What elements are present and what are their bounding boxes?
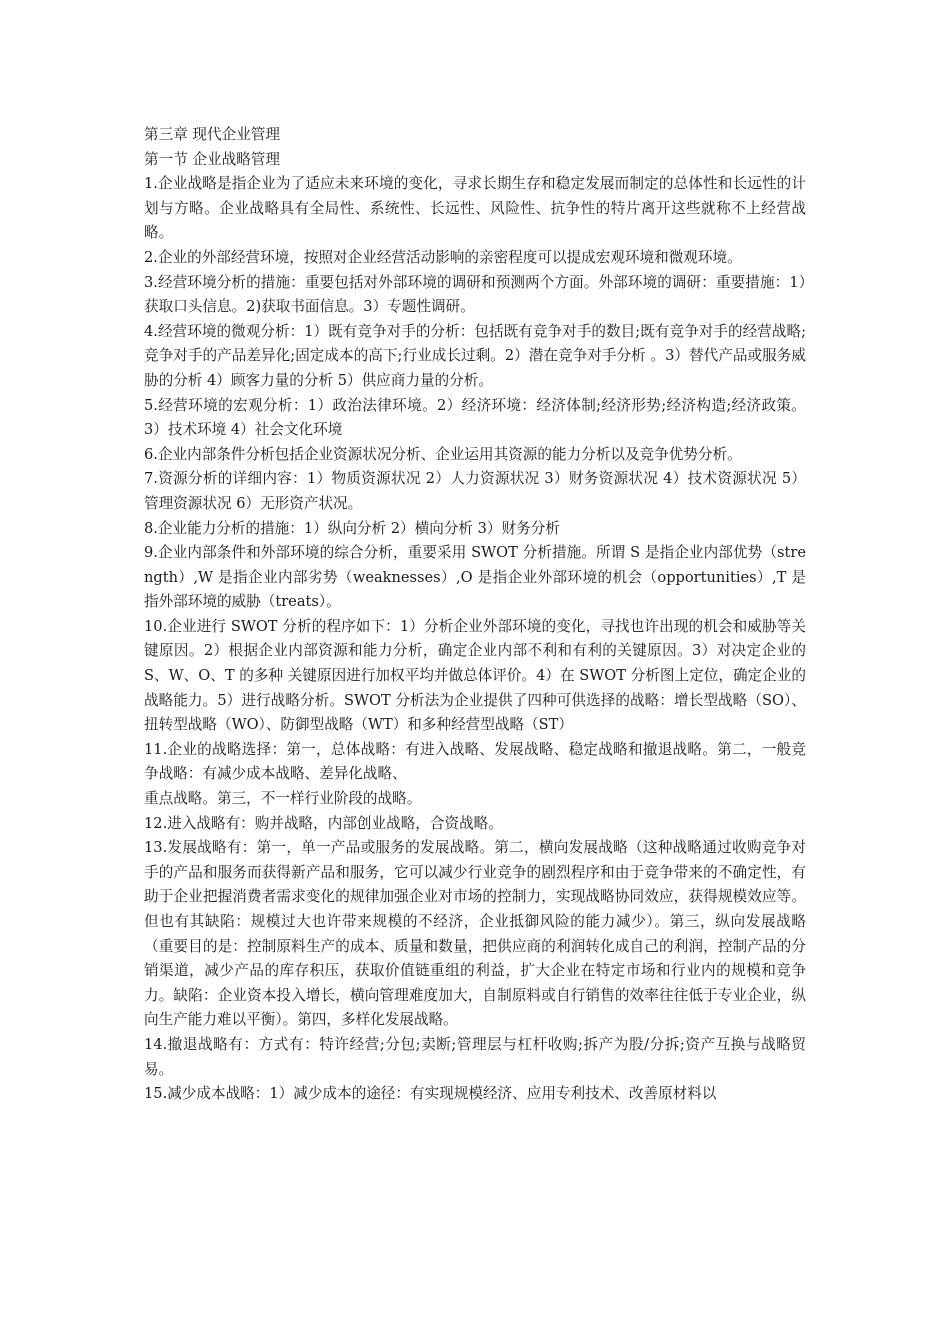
paragraph-5: 5.经营环境的宏观分析：1）政治法律环境。2）经济环境：经济体制;经济形势;经济构造;经济政策。3）技术环境 4）社会文化环境: [144, 396, 806, 439]
paragraph-8: 8.企业能力分析的措施：1）纵向分析 2）横向分析 3）财务分析: [144, 519, 560, 537]
paragraph-13: 13.发展战略有：第一，单一产品或服务的发展战略。第二，横向发展战略（这种战略通过收购竞争对手的产品和服务而获得新产品和服务，它可以减少行业竞争的剧烈程序和由于竞争带来的不确定性，有助于企业把握消费者需求变化的规律加强企业对市场的控制力，实现战略协同效应，获得规模效应等。但也有其缺陷：规模过大也许带来规模的不经济，企业抵御风险的能力减少）。第三，纵向发展战略（重要目的是：控制原料生产的成本、质量和数量，把供应商的利润转化成自己的利润，控制产品的分销渠道，减少产品的库存积压，获取价值链重组的利益，扩大企业在特定市场和行业内的规模和竞争力。缺陷：企业资本投入增长，横向管理难度加大，自制原料或自行销售的效率往往低于专业企业，纵向生产能力难以平衡）。第四，多样化发展战略。: [144, 839, 806, 1029]
paragraph-14: 14.撤退战略有：方式有：特许经营;分包;卖断;管理层与杠杆收购;拆产为股/分拆;资产互换与战略贸易。: [144, 1035, 806, 1078]
paragraph-4: 4.经营环境的微观分析：1）既有竞争对手的分析：包括既有竞争对手的数目;既有竞争对手的经营战略;竞争对手的产品差异化;固定成本的高下;行业成长过剩。2）潜在竞争对手分析 。3）替代产品或服务威胁的分析 4）顾客力量的分析 5）供应商力量的分析。: [144, 322, 806, 389]
document-body: [144, 123, 806, 1107]
paragraph-12: 12.进入战略有：购并战略，内部创业战略，合资战略。: [144, 814, 503, 832]
paragraph-3: 3.经营环境分析的措施：重要包括对外部环境的调研和预测两个方面。外部环境的调研：重要措施：1）获取口头信息。2)获取书面信息。3）专题性调研。: [144, 273, 806, 316]
paragraph-10: 10.企业进行 SWOT 分析的程序如下：1）分析企业外部环境的变化，寻找也许出现的机会和威胁等关键原因。2）根据企业内部资源和能力分析，确定企业内部不利和有利的关键原因。3）对决定企业的 S、W、O、T 的多种 关键原因进行加权平均并做总体评价。4）在 SWOT 分析图上定位，确定企业的战略能力。5）进行战略分析。SWOT 分析法为企业提供了四种可供选择的战略：增长型战略（SO）、扭转型战略（WO）、防御型战略（WT）和多种经营型战略（ST）: [144, 617, 806, 734]
paragraph-15: 15.减少成本战略：1）减少成本的途径：有实现规模经济、应用专利技术、改善原材料以: [144, 1085, 717, 1103]
paragraph-2: 2.企业的外部经营环境，按照对企业经营活动影响的亲密程度可以提成宏观环境和微观环境。: [144, 248, 742, 266]
chapter-title: 第三章 现代企业管理: [144, 126, 280, 143]
paragraph-11-continued: 重点战略。第三，不一样行业阶段的战略。: [144, 790, 422, 808]
paragraph-6: 6.企业内部条件分析包括企业资源状况分析、企业运用其资源的能力分析以及竞争优势分析。: [144, 445, 742, 463]
paragraph-9: 9.企业内部条件和外部环境的综合分析，重要采用 SWOT 分析措施。所谓 S 是指企业内部优势（strength）,W 是指企业内部劣势（weaknesses）,O 是指企业外部环境的机会（opportunities）,T 是指外部环境的威胁（treats）。: [144, 544, 806, 611]
paragraph-1: 1.企业战略是指企业为了适应未来环境的变化，寻求长期生存和稳定发展而制定的总体性和长远性的计划与方略。企业战略具有全局性、系统性、长远性、风险性、抗争性的特片离开这些就称不上经营战略。: [144, 175, 806, 242]
paragraph-11: 11.企业的战略选择：第一，总体战略：有进入战略、发展战略、稳定战略和撤退战略。第二，一般竞争战略：有减少成本战略、差异化战略、: [144, 740, 806, 783]
paragraph-7: 7.资源分析的详细内容：1）物质资源状况 2）人力资源状况 3）财务资源状况 4）技术资源状况 5）管理资源状况 6）无形资产状况。: [144, 470, 806, 512]
section-title: 第一节 企业战略管理: [144, 150, 280, 168]
